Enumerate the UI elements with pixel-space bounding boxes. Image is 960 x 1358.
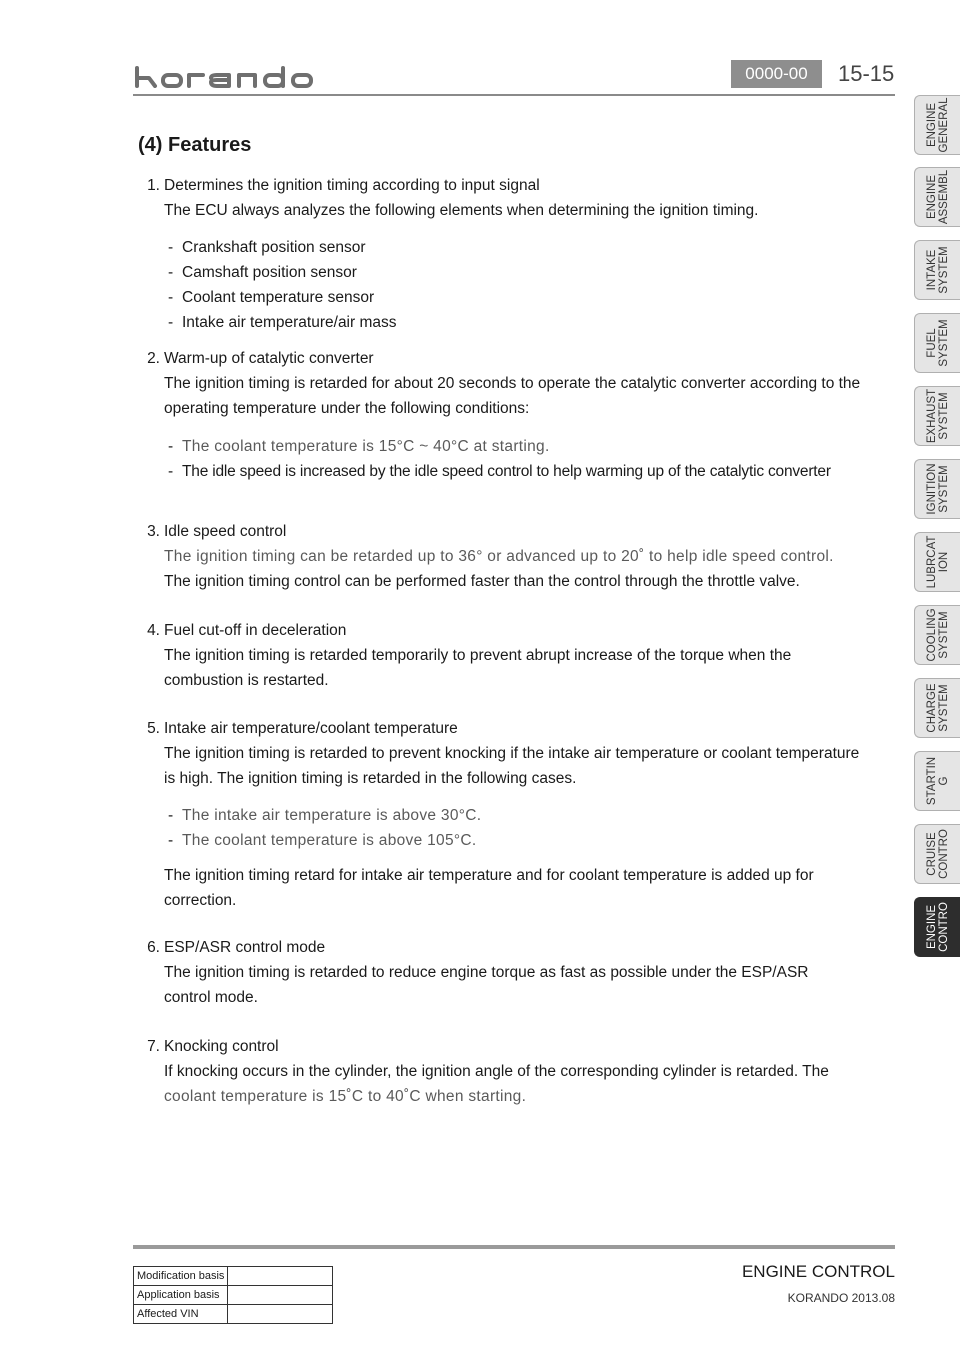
footer-divider: [133, 1245, 895, 1249]
table-row: [134, 1305, 333, 1324]
item-title: Determines the ignition timing according to input signal: [164, 177, 540, 194]
item-text: The ignition timing can be retarded up to 36° or advanced up to 20˚ to help idle speed control.: [164, 548, 834, 565]
item-number: 4.: [147, 622, 160, 639]
item-text: If knocking occurs in the cylinder, the ignition angle of the corresponding cylinder is retarded. The: [164, 1063, 829, 1080]
bullet-dash: -: [168, 463, 174, 480]
item-number: 7.: [147, 1038, 160, 1055]
bullet-item: Camshaft position sensor: [182, 264, 357, 281]
table-value: [228, 1305, 333, 1324]
item-text: The ignition timing is retarded to prevent knocking if the intake air temperature or coolant temperature: [164, 745, 860, 762]
tab-label: LUBRCAT ION: [925, 535, 950, 589]
bullet-item: The idle speed is increased by the idle speed control to help warming up of the catalytic converter: [182, 463, 831, 480]
item-text: coolant temperature is 15˚C to 40˚C when starting.: [164, 1088, 527, 1105]
tab-label: EXHAUST SYSTEM: [925, 388, 950, 444]
table-label: Affected VIN: [134, 1305, 228, 1324]
tab-label: ENGINE GENERAL: [925, 97, 950, 153]
tab-label: CRUISE CONTRO: [925, 829, 950, 879]
tab-starting[interactable]: [914, 751, 960, 811]
table-label: Application basis: [134, 1286, 228, 1305]
item-title: Fuel cut-off in deceleration: [164, 622, 347, 639]
page-number: 15-15: [838, 61, 895, 86]
item-title: Warm-up of catalytic converter: [164, 350, 374, 367]
tab-label: COOLING SYSTEM: [925, 608, 950, 662]
item-text: control mode.: [164, 989, 258, 1006]
item-text: is high. The ignition timing is retarded in the following cases.: [164, 770, 577, 787]
bullet-dash: -: [168, 289, 174, 306]
item-text: The ignition timing is retarded temporarily to prevent abrupt increase of the torque when the: [164, 647, 792, 664]
table-label: Modification basis: [134, 1267, 228, 1286]
item-title: ESP/ASR control mode: [164, 939, 326, 956]
item-text: The ECU always analyzes the following elements when determining the ignition timing.: [164, 202, 759, 219]
bullet-item: The intake air temperature is above 30°C.: [182, 807, 482, 824]
item-number: 6.: [147, 939, 160, 956]
item-number: 2.: [147, 350, 160, 367]
tab-charge-system[interactable]: [914, 678, 960, 738]
tab-fuel-system[interactable]: [914, 313, 960, 373]
item-title: Knocking control: [164, 1038, 279, 1055]
table-row: [134, 1267, 333, 1286]
table-row: [134, 1286, 333, 1305]
tab-label: IGNITION SYSTEM: [925, 463, 950, 515]
document-code-badge: 0000-00: [731, 60, 822, 88]
item-number: 5.: [147, 720, 160, 737]
item-title: Idle speed control: [164, 523, 287, 540]
bullet-dash: -: [168, 239, 174, 256]
revision-table: [133, 1266, 333, 1324]
item-text: The ignition timing control can be performed faster than the control through the throttle valve.: [164, 573, 800, 590]
bullet-item: Intake air temperature/air mass: [182, 314, 397, 331]
bullet-dash: -: [168, 314, 174, 331]
bullet-item: The coolant temperature is above 105°C.: [182, 832, 477, 849]
item-text: combustion is restarted.: [164, 672, 329, 689]
korando-logo: [133, 66, 315, 88]
table-value: [228, 1267, 333, 1286]
item-title: Intake air temperature/coolant temperature: [164, 720, 458, 737]
tab-label: CHARGE SYSTEM: [925, 683, 950, 733]
item-text: The ignition timing is retarded for about 20 seconds to operate the catalytic converter according to the: [164, 375, 861, 392]
footer-section-name: ENGINE CONTROL: [741, 1262, 895, 1281]
tab-label: INTAKE SYSTEM: [925, 246, 950, 294]
tab-lubrication[interactable]: [914, 532, 960, 592]
item-text: The ignition timing retard for intake air temperature and for coolant temperature is added up for: [164, 867, 814, 884]
header-divider: [133, 94, 895, 96]
tab-intake-system[interactable]: [914, 240, 960, 300]
tab-label: FUEL SYSTEM: [925, 319, 950, 367]
tab-engine-assembly[interactable]: [914, 167, 960, 227]
bullet-item: Coolant temperature sensor: [182, 289, 375, 306]
bullet-dash: -: [168, 807, 174, 824]
tab-cooling-system[interactable]: [914, 605, 960, 665]
bullet-dash: -: [168, 832, 174, 849]
tab-engine-general[interactable]: [914, 95, 960, 155]
bullet-dash: -: [168, 438, 174, 455]
tab-ignition-system[interactable]: [914, 459, 960, 519]
tab-label: ENGINE ASSEMBL: [925, 169, 950, 225]
footer-model-year: KORANDO 2013.08: [787, 1291, 895, 1305]
item-text: The ignition timing is retarded to reduce engine torque as fast as possible under the ESP/ASR: [164, 964, 809, 981]
section-title: (4) Features: [138, 134, 252, 156]
item-number: 1.: [147, 177, 160, 194]
tab-label: ENGINE CONTRO: [925, 902, 950, 952]
bullet-dash: -: [168, 264, 174, 281]
tab-label: STARTIN G: [925, 756, 950, 806]
item-text: correction.: [164, 892, 237, 909]
tab-exhaust-system[interactable]: [914, 386, 960, 446]
item-number: 3.: [147, 523, 160, 540]
bullet-item: The coolant temperature is 15°C ~ 40°C at starting.: [182, 438, 550, 455]
table-value: [228, 1286, 333, 1305]
item-text: operating temperature under the following conditions:: [164, 400, 530, 417]
bullet-item: Crankshaft position sensor: [182, 239, 366, 256]
tab-cruise-control[interactable]: [914, 824, 960, 884]
tab-engine-control[interactable]: [914, 897, 960, 957]
